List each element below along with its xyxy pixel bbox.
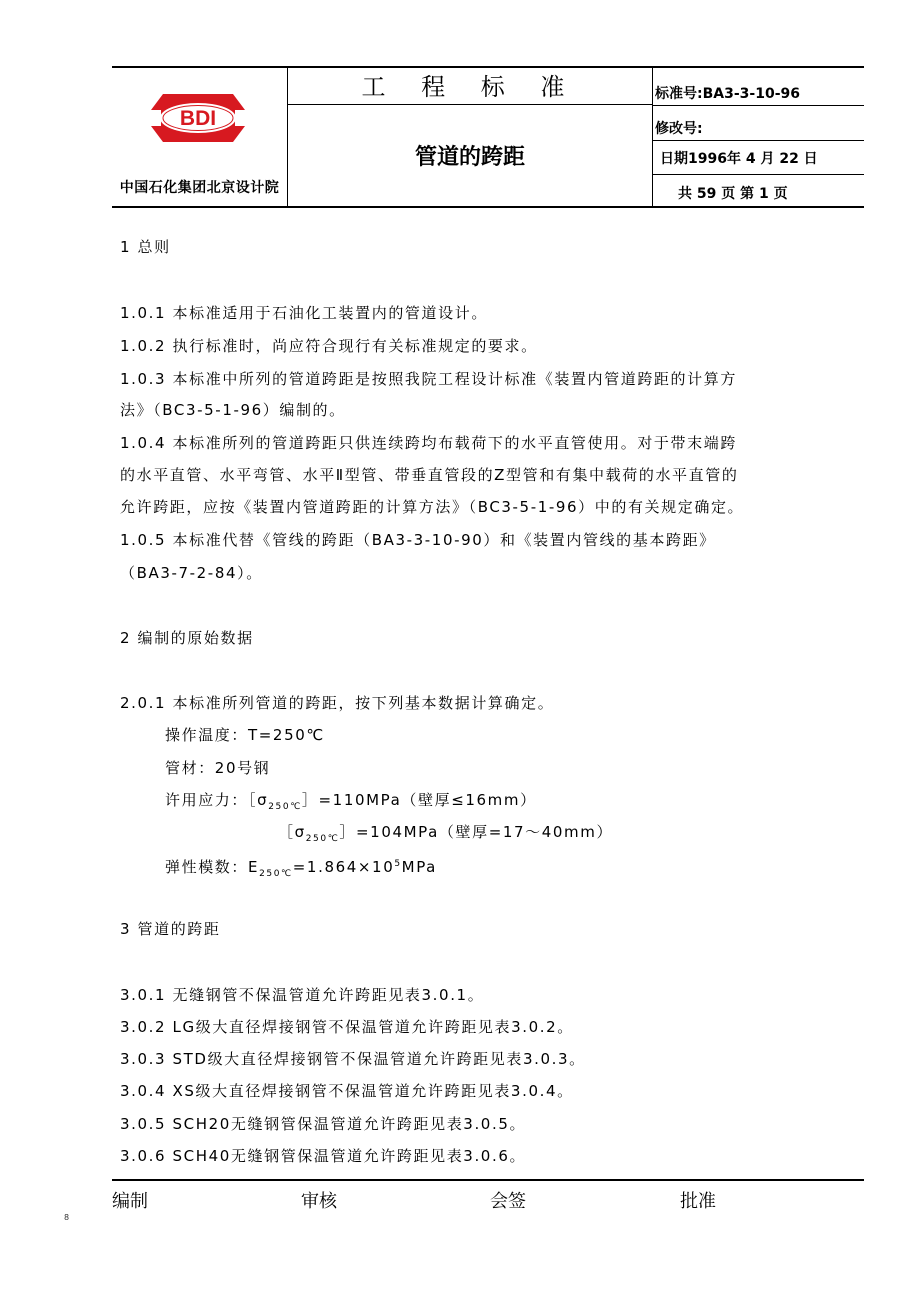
issue-date: 日期1996年 4 月 22 日	[660, 151, 818, 167]
meta-row-divider-1	[653, 105, 864, 106]
header-top-rule	[112, 66, 864, 68]
document-title: 管道的跨距	[414, 145, 525, 170]
standard-title: 工 程 标 准	[361, 73, 579, 101]
operating-temperature: 操作温度：T=250℃	[165, 726, 325, 744]
allowable-stress-1-prefix: 许用应力：［σ	[165, 791, 269, 809]
footer-rule	[112, 1179, 864, 1181]
clause-2-0-1: 2.0.1 本标准所列管道的跨距，按下列基本数据计算确定。	[120, 694, 555, 712]
section-3-heading: 3 管道的跨距	[120, 920, 221, 938]
clause-1-0-2: 1.0.2 执行标准时，尚应符合现行有关标准规定的要求。	[120, 337, 538, 355]
elastic-modulus-exponent: 5	[394, 859, 402, 869]
logo-text: BDI	[179, 107, 217, 130]
clause-3-0-5: 3.0.5 SCH20无缝钢管保温管道允许跨距见表3.0.5。	[120, 1115, 527, 1133]
elastic-modulus-prefix: 弹性模数：E	[165, 858, 260, 876]
clause-1-0-3-line-1: 1.0.3 本标准中所列的管道跨距是按照我院工程设计标准《装置内管道跨距的计算方	[120, 370, 737, 388]
pipe-material: 管材：20号钢	[165, 759, 271, 777]
standard-number: 标准号:BA3-3-10-96	[655, 86, 800, 102]
allowable-stress-1	[165, 789, 537, 818]
allowable-stress-2	[278, 821, 613, 850]
footer-review: 审核	[301, 1191, 337, 1212]
section-1-heading: 1 总则	[120, 238, 171, 256]
allowable-stress-1-suffix: ］=110MPa（壁厚≤16mm）	[301, 791, 537, 809]
page-info: 共 59 页 第 1 页	[678, 186, 788, 202]
clause-3-0-3: 3.0.3 STD级大直径焊接钢管不保温管道允许跨距见表3.0.3。	[120, 1050, 586, 1068]
page-mark: 8	[64, 1213, 70, 1222]
clause-3-0-4: 3.0.4 XS级大直径焊接钢管不保温管道允许跨距见表3.0.4。	[120, 1082, 574, 1100]
clause-1-0-4-line-2: 的水平直管、水平弯管、水平Ⅱ型管、带垂直管段的Z型管和有集中载荷的水平直管的	[120, 466, 739, 484]
header-divider-right	[652, 67, 653, 207]
clause-3-0-1: 3.0.1 无缝钢管不保温管道允许跨距见表3.0.1。	[120, 986, 485, 1004]
meta-row-divider-3	[653, 174, 864, 175]
allowable-stress-2-subscript: 250℃	[305, 834, 340, 844]
bdi-logo	[143, 92, 253, 144]
footer-approve: 批准	[680, 1191, 716, 1212]
title-row-divider	[288, 104, 652, 105]
revision-number: 修改号:	[655, 121, 703, 137]
elastic-modulus-subscript: 250℃	[259, 869, 293, 879]
clause-1-0-4-line-3: 允许跨距，应按《装置内管道跨距的计算方法》（BC3-5-1-96）中的有关规定确定。	[120, 498, 745, 516]
allowable-stress-2-prefix: ［σ	[278, 823, 306, 841]
clause-1-0-5-line-1: 1.0.5 本标准代替《管线的跨距（BA3-3-10-90）和《装置内管线的基本跨距》	[120, 531, 716, 549]
section-2-heading: 2 编制的原始数据	[120, 629, 254, 647]
footer-compile: 编制	[112, 1191, 148, 1212]
allowable-stress-1-subscript: 250℃	[268, 802, 302, 812]
footer-countersign: 会签	[490, 1191, 526, 1212]
clause-1-0-1: 1.0.1 本标准适用于石油化工装置内的管道设计。	[120, 304, 488, 322]
header-bottom-rule	[112, 206, 864, 208]
allowable-stress-2-suffix: ］=104MPa（壁厚=17～40mm）	[339, 823, 614, 841]
clause-1-0-4-line-1: 1.0.4 本标准所列的管道跨距只供连续跨均布载荷下的水平直管使用。对于带末端跨	[120, 434, 737, 452]
elastic-modulus-unit: MPa	[401, 858, 437, 876]
meta-row-divider-2	[653, 140, 864, 141]
company-name: 中国石化集团北京设计院	[119, 180, 280, 196]
elastic-modulus	[165, 853, 437, 885]
clause-3-0-6: 3.0.6 SCH40无缝钢管保温管道允许跨距见表3.0.6。	[120, 1147, 527, 1165]
clause-3-0-2: 3.0.2 LG级大直径焊接钢管不保温管道允许跨距见表3.0.2。	[120, 1018, 574, 1036]
elastic-modulus-value: =1.864×10	[292, 858, 395, 876]
clause-1-0-3-line-2: 法》（BC3-5-1-96）编制的。	[120, 401, 346, 419]
clause-1-0-5-line-2: （BA3-7-2-84）。	[120, 564, 263, 582]
